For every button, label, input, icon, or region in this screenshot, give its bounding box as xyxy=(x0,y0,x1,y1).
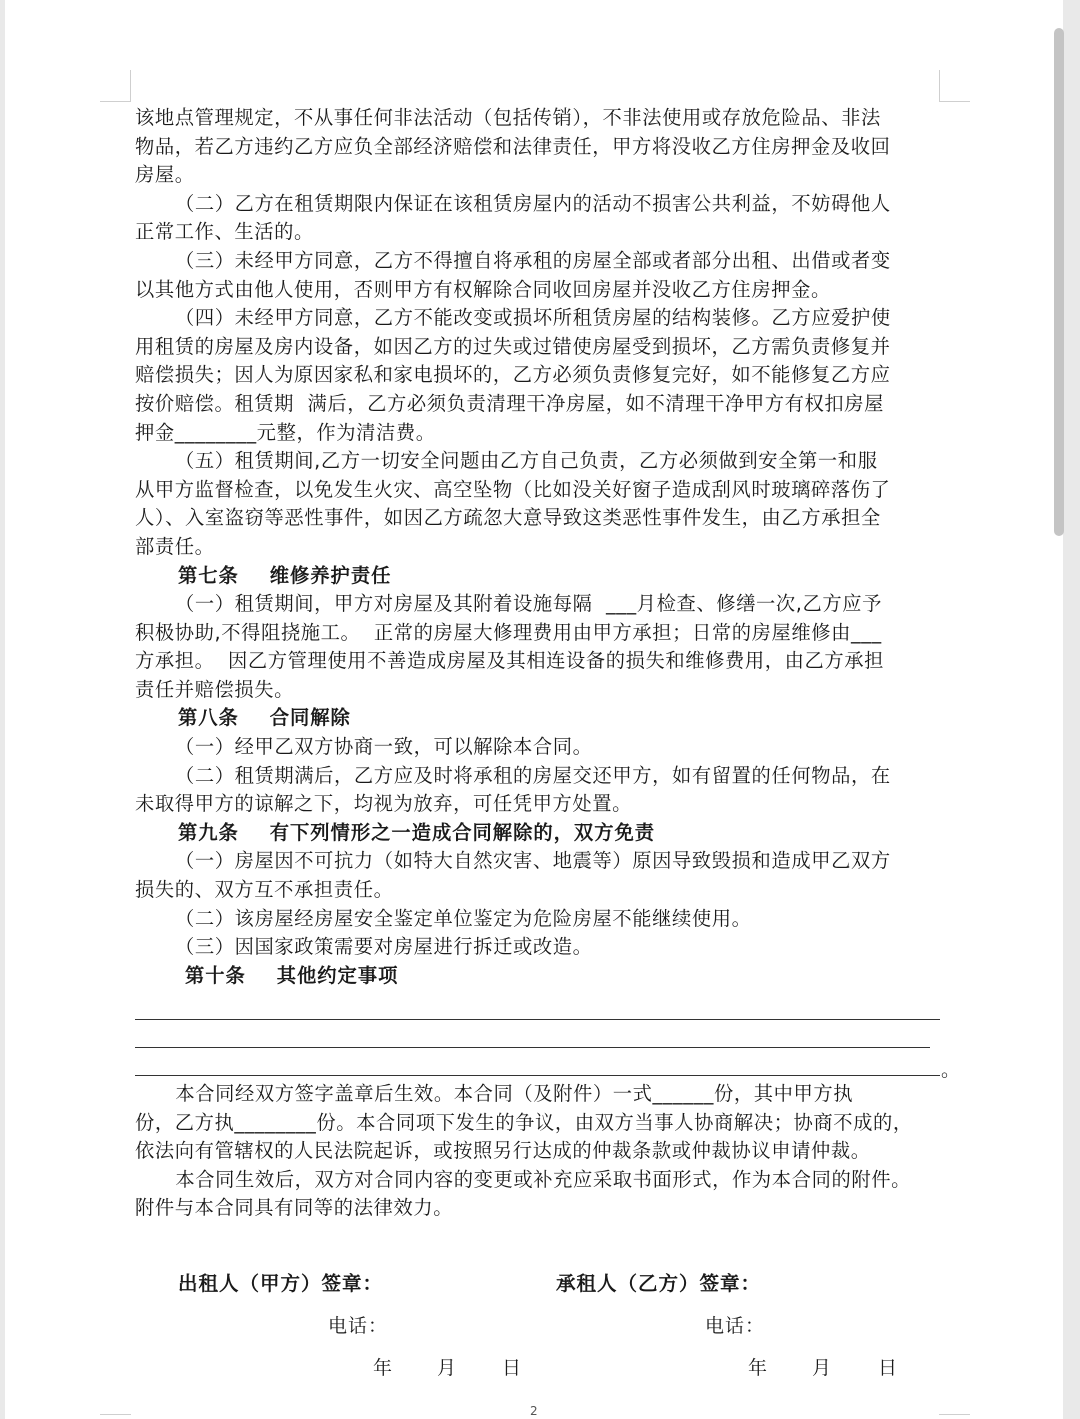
lessee-signature-label: 承租人（乙方）签章： xyxy=(556,1272,762,1295)
lessor-date-year: 年 xyxy=(373,1357,394,1379)
paragraph-line: 人）、入室盗窃等恶性事件，如因乙方疏忽大意导致这类恶性事件发生，由乙方承担全 xyxy=(135,506,881,530)
paragraph-line: 正常工作、生活的。 xyxy=(135,220,314,244)
margin-mark-bottom-right xyxy=(939,1414,970,1415)
paragraph-line: 该地点管理规定，不从事任何非法活动（包括传销），不非法使用或存放危险品、非法 xyxy=(135,106,881,129)
paragraph-line: （五）租赁期间,乙方一切安全问题由乙方自己负责，乙方必须做到安全第一和服 xyxy=(175,449,878,473)
vertical-scrollbar[interactable] xyxy=(1054,28,1064,536)
fill-in-line-3 xyxy=(135,1075,940,1076)
lessor-signature-label: 出租人（甲方）签章： xyxy=(178,1272,384,1295)
paragraph-line: （三）未经甲方同意，乙方不得擅自将承租的房屋全部或者部分出租、出借或者变 xyxy=(175,248,891,272)
paragraph-line: （二）该房屋经房屋安全鉴定单位鉴定为危险房屋不能继续使用。 xyxy=(175,906,752,930)
margin-mark-top-left xyxy=(130,70,131,102)
section-heading: 第八条 合同解除 xyxy=(178,706,351,730)
paragraph-line: （一）租赁期间，甲方对房屋及其附着设施每隔 ___月检查、修缮一次,乙方应予 xyxy=(175,592,882,616)
closing-line: 附件与本合同具有同等的法律效力。 xyxy=(135,1196,454,1220)
section-heading: 第十条 其他约定事项 xyxy=(185,963,399,987)
paragraph-line: 责任并赔偿损失。 xyxy=(135,677,295,701)
paragraph-line: 赔偿损失；因人为原因家私和家电损坏的，乙方必须负责修复完好，如不能修复乙方应 xyxy=(135,363,891,387)
paragraph-line: 按价赔偿。租赁期 满后，乙方必须负责清理干净房屋，如不清理干净甲方有权扣房屋 xyxy=(135,391,885,415)
paragraph-line: 积极协助,不得阻挠施工。 正常的房屋大修理费用由甲方承担；日常的房屋维修由___ xyxy=(135,620,882,644)
paragraph-line: （一）经甲乙双方协商一致，可以解除本合同。 xyxy=(175,735,593,759)
closing-line: 份，乙方执________份。本合同项下发生的争议，由双方当事人协商解决；协商不成的， xyxy=(135,1110,913,1134)
lessee-date-year: 年 xyxy=(748,1357,769,1379)
margin-mark-top-left-h xyxy=(100,101,131,102)
paragraph-line: （二）租赁期满后，乙方应及时将承租的房屋交还甲方，如有留置的任何物品，在 xyxy=(175,763,891,787)
fill-in-end-mark: 。 xyxy=(941,1059,961,1081)
lessor-phone-label: 电话： xyxy=(328,1315,389,1337)
paragraph-line: （一）房屋因不可抗力（如特大自然灾害、地震等）原因导致毁损和造成甲乙双方 xyxy=(175,849,891,873)
margin-mark-bottom-left xyxy=(100,1414,131,1415)
lessee-date-month: 月 xyxy=(812,1357,833,1379)
paragraph-line: 房屋。 xyxy=(135,163,195,187)
paragraph-line: 损失的、双方互不承担责任。 xyxy=(135,878,394,902)
contract-closing xyxy=(135,1080,955,1223)
lessor-date-day: 日 xyxy=(502,1357,523,1379)
margin-mark-top-right-h xyxy=(939,101,970,102)
paragraph-line: （三）因国家政策需要对房屋进行拆迁或改造。 xyxy=(175,935,593,959)
contract-body xyxy=(135,104,945,990)
paragraph-line: 未取得甲方的谅解之下，均视为放弃，可任凭甲方处置。 xyxy=(135,792,633,816)
paragraph-line: 方承担。 因乙方管理使用不善造成房屋及其相连设备的损失和维修费用，由乙方承担 xyxy=(135,649,885,673)
page-number: 2 xyxy=(530,1404,538,1418)
paragraph-line: （四）未经甲方同意，乙方不能改变或损坏所租赁房屋的结构装修。乙方应爱护使 xyxy=(175,306,891,330)
lessor-date-month: 月 xyxy=(437,1357,458,1379)
paragraph-line: 用租赁的房屋及房内设备，如因乙方的过失或过错使房屋受到损坏，乙方需负责修复并 xyxy=(135,334,891,358)
section-heading: 第七条 维修养护责任 xyxy=(178,563,392,587)
closing-line: 本合同生效后，双方对合同内容的变更或补充应采取书面形式，作为本合同的附件。 xyxy=(135,1167,911,1191)
paragraph-line: （二）乙方在租赁期限内保证在该租赁房屋内的活动不损害公共利益，不妨碍他人 xyxy=(175,191,891,215)
lessee-date-day: 日 xyxy=(878,1357,899,1379)
fill-in-line-1 xyxy=(135,1019,940,1020)
paragraph-line: 部责任。 xyxy=(135,534,215,558)
paragraph-line: 以其他方式由他人使用，否则甲方有权解除合同收回房屋并没收乙方住房押金。 xyxy=(135,277,831,301)
closing-line: 依法向有管辖权的人民法院起诉，或按照另行达成的仲裁条款或仲裁协议申请仲裁。 xyxy=(135,1139,871,1163)
paragraph-line: 押金________元整，作为清洁费。 xyxy=(135,420,436,444)
paragraph-line: 物品，若乙方违约乙方应负全部经济赔偿和法律责任，甲方将没收乙方住房押金及收回 xyxy=(135,134,891,158)
margin-mark-top-right xyxy=(939,70,940,102)
paragraph-line: 从甲方监督检查，以免发生火灾、高空坠物（比如没关好窗子造成刮风时玻璃碎落伤了 xyxy=(135,477,891,501)
closing-line: 本合同经双方签字盖章后生效。本合同（及附件）一式______份，其中甲方执 xyxy=(135,1082,854,1105)
section-heading: 第九条 有下列情形之一造成合同解除的，双方免责 xyxy=(178,820,656,844)
fill-in-line-2 xyxy=(135,1047,930,1048)
lessee-phone-label: 电话： xyxy=(705,1315,766,1337)
